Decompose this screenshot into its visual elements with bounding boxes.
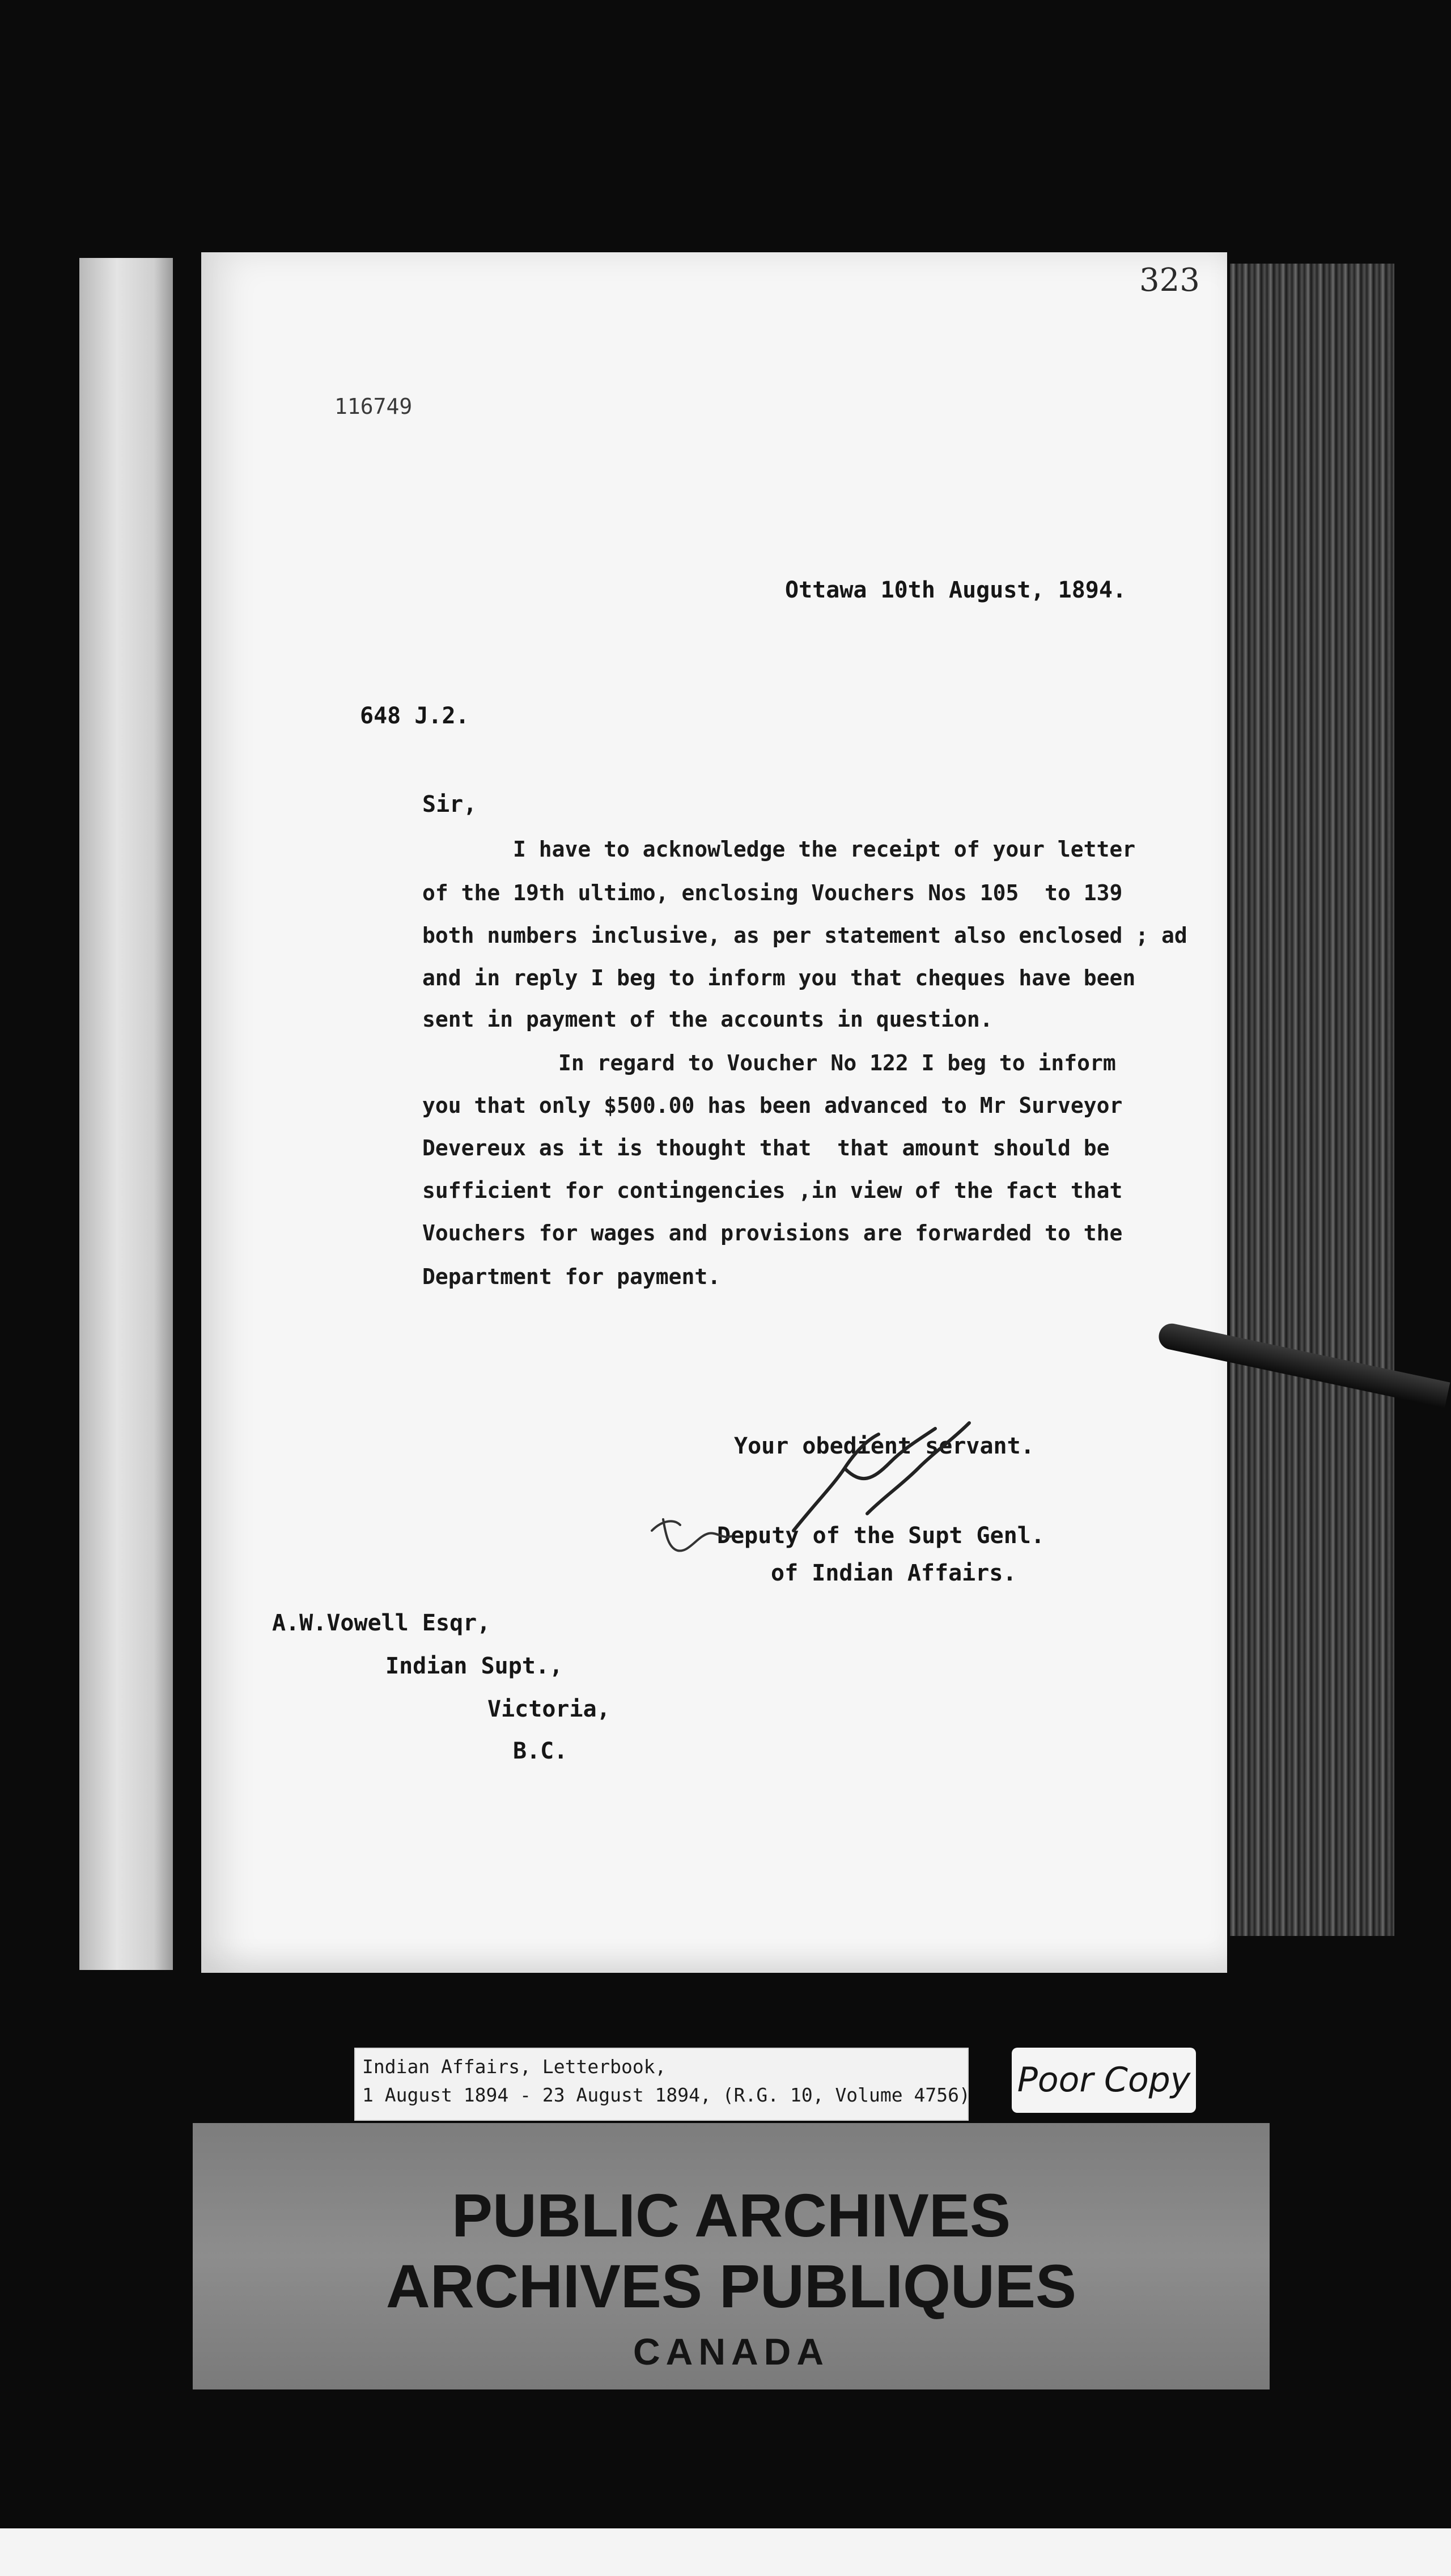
signer-title: of Indian Affairs. (771, 1560, 1017, 1586)
letter-line: Devereux as it is thought that that amount should be (422, 1136, 1110, 1160)
page-number: 323 (1139, 262, 1200, 299)
poor-copy-tag (1012, 2048, 1196, 2113)
handwritten-signature (782, 1417, 1020, 1548)
place-date: Ottawa 10th August, 1894. (785, 577, 1127, 603)
book-page-edges (1230, 264, 1394, 1936)
archive-label-slip (354, 2048, 969, 2121)
letter-line: In regard to Voucher No 122 I beg to inform (558, 1050, 1116, 1075)
closing: Your obedient servant. (734, 1433, 1034, 1459)
letter-line: you that only $500.00 has been advanced to Mr Surveyor (422, 1093, 1123, 1118)
letter-line: Department for payment. (422, 1264, 721, 1289)
address-line: Victoria, (487, 1696, 610, 1722)
archive-country: CANADA (633, 2331, 829, 2372)
film-bottom-strip (0, 2528, 1451, 2576)
letter-line: I have to acknowledge the receipt of your letter (513, 837, 1136, 862)
letter-line: sufficient for contingencies ,in view of the fact that (422, 1178, 1123, 1203)
archive-title-french: ARCHIVES PUBLIQUES (385, 2252, 1077, 2320)
archive-title-english: PUBLIC ARCHIVES (451, 2181, 1011, 2249)
left-page-edge (79, 258, 173, 1970)
letter-line: sent in payment of the accounts in question. (422, 1007, 993, 1032)
file-number: 116749 (334, 394, 413, 419)
letter-line: of the 19th ultimo, enclosing Vouchers Nos 105 to 139 (422, 880, 1123, 905)
address-line: A.W.Vowell Esqr, (272, 1610, 491, 1636)
letter-line: both numbers inclusive, as per statement also enclosed ; ad (422, 923, 1187, 948)
handwritten-initials (646, 1508, 737, 1559)
label-line: 1 August 1894 - 23 August 1894, (R.G. 10, Volume 4756) (362, 2084, 970, 2106)
poor-copy-label: Poor Copy (1017, 2060, 1191, 2100)
salutation: Sir, (422, 791, 477, 817)
letter-line: and in reply I beg to inform you that cheques have been (422, 965, 1136, 990)
archive-banner (193, 2123, 1270, 2389)
letter-line: Vouchers for wages and provisions are forwarded to the (422, 1221, 1123, 1245)
signer-title: Deputy of the Supt Genl. (717, 1523, 1045, 1549)
address-line: B.C. (513, 1738, 568, 1764)
reference-number: 648 J.2. (360, 703, 469, 729)
label-line: Indian Affairs, Letterbook, (362, 2056, 667, 2078)
address-line: Indian Supt., (385, 1653, 563, 1679)
